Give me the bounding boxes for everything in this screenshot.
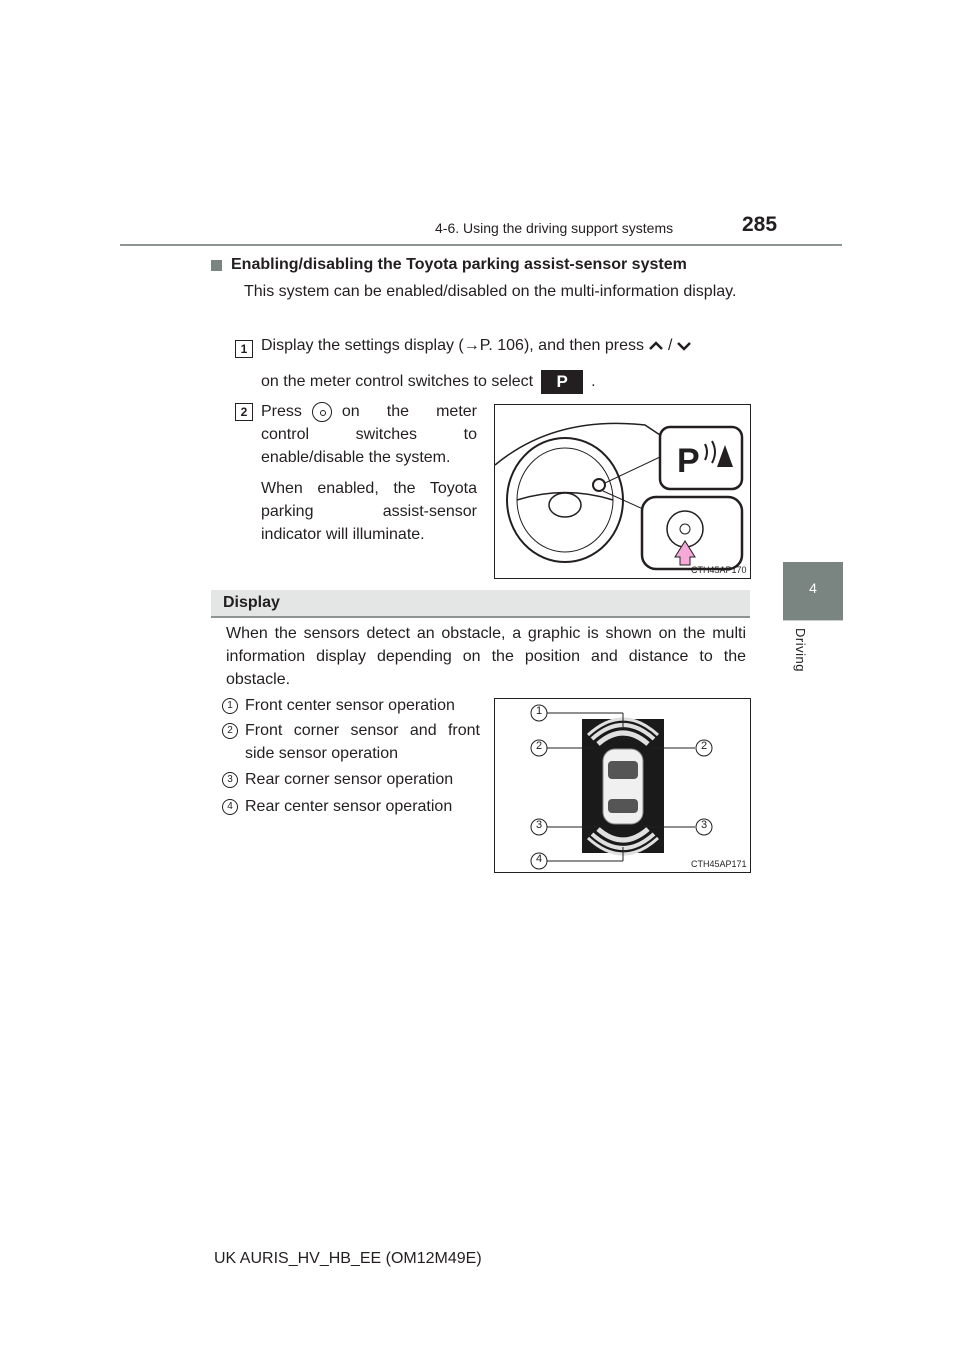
subsection-title: Enabling/disabling the Toyota parking assist-sensor system xyxy=(231,256,687,273)
list-number: 1 xyxy=(222,698,238,714)
chapter-label: Driving xyxy=(793,628,808,672)
ok-button-icon xyxy=(312,402,332,422)
callout-label: 2 xyxy=(700,740,708,752)
parking-sensor-icon xyxy=(541,370,583,394)
list-number: 2 xyxy=(222,723,238,739)
square-bullet-icon xyxy=(211,260,222,271)
sensor-display-illustration xyxy=(495,699,750,872)
svg-text:P: P xyxy=(677,442,700,480)
list-number: 3 xyxy=(222,772,238,788)
parking-sensor-icon-letter: P xyxy=(556,372,568,391)
step-1-text-end: . xyxy=(591,373,596,390)
list-text: Front corner sensor and front side sensor operation xyxy=(245,722,480,762)
callout-label: 3 xyxy=(535,819,543,831)
figure-code: CTH45AP171 xyxy=(691,859,747,869)
step-2-text-a: Press xyxy=(261,403,302,420)
step-1-line-2 xyxy=(261,370,596,394)
sensor-display-figure xyxy=(494,698,751,873)
display-section-bar xyxy=(211,590,750,618)
chapter-tab-divider xyxy=(783,620,843,621)
document-footer: UK AURIS_HV_HB_EE (OM12M49E) xyxy=(214,1250,482,1267)
figure-code: CTH45AP170 xyxy=(691,565,747,575)
step-number-1: 1 xyxy=(235,340,253,358)
steering-wheel-illustration xyxy=(495,405,750,578)
step-2-text xyxy=(261,400,477,546)
list-item xyxy=(222,795,480,818)
section-header: 4-6. Using the driving support systems xyxy=(435,220,674,236)
display-section-title: Display xyxy=(223,594,280,611)
step-1-text-b: on the meter control switches to select xyxy=(261,373,534,390)
steering-switch-figure xyxy=(494,404,751,579)
step-number-2: 2 xyxy=(235,403,253,421)
callout-label: 1 xyxy=(535,705,543,717)
callout-label: 3 xyxy=(700,819,708,831)
callout-label: 2 xyxy=(535,740,543,752)
list-number: 4 xyxy=(222,799,238,815)
step-1-text-a: Display the settings display (→P. 106), and then press xyxy=(261,337,645,354)
list-text: Front center sensor operation xyxy=(245,697,455,714)
chevron-down-icon xyxy=(676,338,692,354)
display-paragraph: When the sensors detect an obstacle, a graphic is shown on the multi information display depending on the position and distance to the obstacle. xyxy=(226,625,746,688)
step-1-separator: / xyxy=(668,337,673,354)
list-text: Rear center sensor operation xyxy=(245,798,453,815)
subsection-heading xyxy=(211,256,687,274)
list-text: Rear corner sensor operation xyxy=(245,771,454,788)
page-number: 285 xyxy=(742,213,778,236)
intro-paragraph: This system can be enabled/disabled on the multi-information display. xyxy=(244,283,737,300)
list-item xyxy=(222,719,480,765)
list-item xyxy=(222,694,480,717)
step-2-text-b: on the meter control switches to enable/disable the system. xyxy=(261,403,477,466)
step-2-note: When enabled, the Toyota parking assist-sensor indicator will illuminate. xyxy=(261,480,477,543)
header-rule xyxy=(120,244,842,246)
list-item xyxy=(222,768,480,791)
chevron-up-icon xyxy=(648,338,664,354)
chapter-tab: 4 xyxy=(783,562,843,620)
callout-label: 4 xyxy=(535,853,543,865)
step-1-line-1 xyxy=(261,337,751,355)
